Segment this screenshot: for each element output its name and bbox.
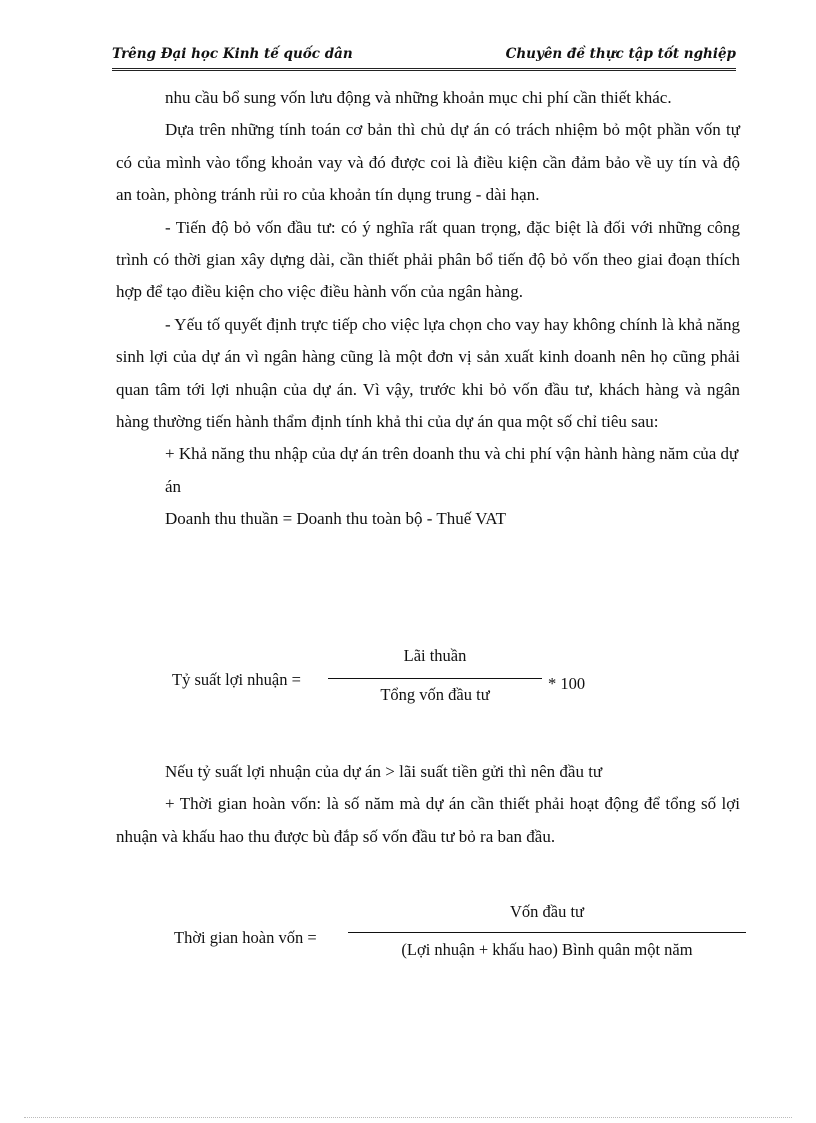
paragraph-owner-equity: Dựa trên những tính toán cơ bản thì chủ dự án có trách nhiệm bỏ một phần vốn tự có của mình vào tổng khoản vay và đó được coi là điều kiện cần đảm bảo về uy tín và độ an toàn, phòng tránh rủi ro của khoản tín dụng trung - dài hạn. [116, 120, 740, 205]
document-body-continued [116, 756, 740, 853]
formula-payback-label: Thời gian hoàn vốn = [174, 928, 317, 947]
formula-payback-denominator: (Lợi nhuận + khấu hao) Bình quân một năm [401, 940, 693, 959]
formula-profit-multiplier: * 100 [548, 674, 586, 693]
footer-rule [24, 1117, 792, 1118]
paragraph-working-capital: nhu cầu bổ sung vốn lưu động và những khoản mục chi phí cần thiết khác. [165, 88, 672, 107]
formula-profit-numerator: Lãi thuần [403, 646, 467, 665]
formula-payback-numerator: Vốn đầu tư [509, 902, 585, 921]
paragraph-net-revenue: Doanh thu thuần = Doanh thu toàn bộ - Thuế VAT [165, 509, 507, 529]
formula-profit-label: Tỷ suất lợi nhuận = [172, 670, 301, 689]
header-university: Trêng Đại học Kinh tế quốc dân [112, 46, 353, 62]
page-header [112, 46, 736, 71]
formula-profit-fraction-line [328, 678, 542, 679]
paragraph-payback-period: + Thời gian hoàn vốn: là số năm mà dự án cần thiết phải hoạt động để tổng số lợi nhuận và khấu hao thu được bù đắp số vốn đầu tư bỏ ra ban đầu. [116, 794, 740, 846]
paragraph-invest-condition: Nếu tỷ suất lợi nhuận của dự án > lãi suất tiền gửi thì nên đầu tư [165, 762, 603, 781]
paragraph-profitability: - Yếu tố quyết định trực tiếp cho việc lựa chọn cho vay hay không chính là khả năng sinh lợi của dự án vì ngân hàng cũng là một đơn vị sản xuất kinh doanh nên họ cũng phải quan tâm tới lợi nhuận của dự án. Vì vậy, trước khi bỏ vốn đầu tư, khách hàng và ngân hàng thường tiến hành thẩm định tính khả thi của dự án qua một số chỉ tiêu sau: [116, 314, 740, 432]
paragraph-income-capacity: + Khả năng thu nhập của dự án trên doanh thu và chi phí vận hành hàng năm của dự án [165, 444, 739, 496]
formula-profit-denominator: Tổng vốn đầu tư [380, 685, 490, 704]
paragraph-investment-schedule: - Tiến độ bỏ vốn đầu tư: có ý nghĩa rất quan trọng, đặc biệt là đối với những công trình có thời gian xây dựng dài, cần thiết phải phân bổ tiến độ bỏ vốn theo giai đoạn thích hợp để tạo điều kiện cho việc điều hành vốn của ngân hàng. [116, 217, 740, 302]
header-report-title: Chuyên đề thực tập tốt nghiệp [505, 46, 736, 62]
formula-payback-fraction-line [348, 932, 746, 933]
document-body [116, 82, 740, 536]
